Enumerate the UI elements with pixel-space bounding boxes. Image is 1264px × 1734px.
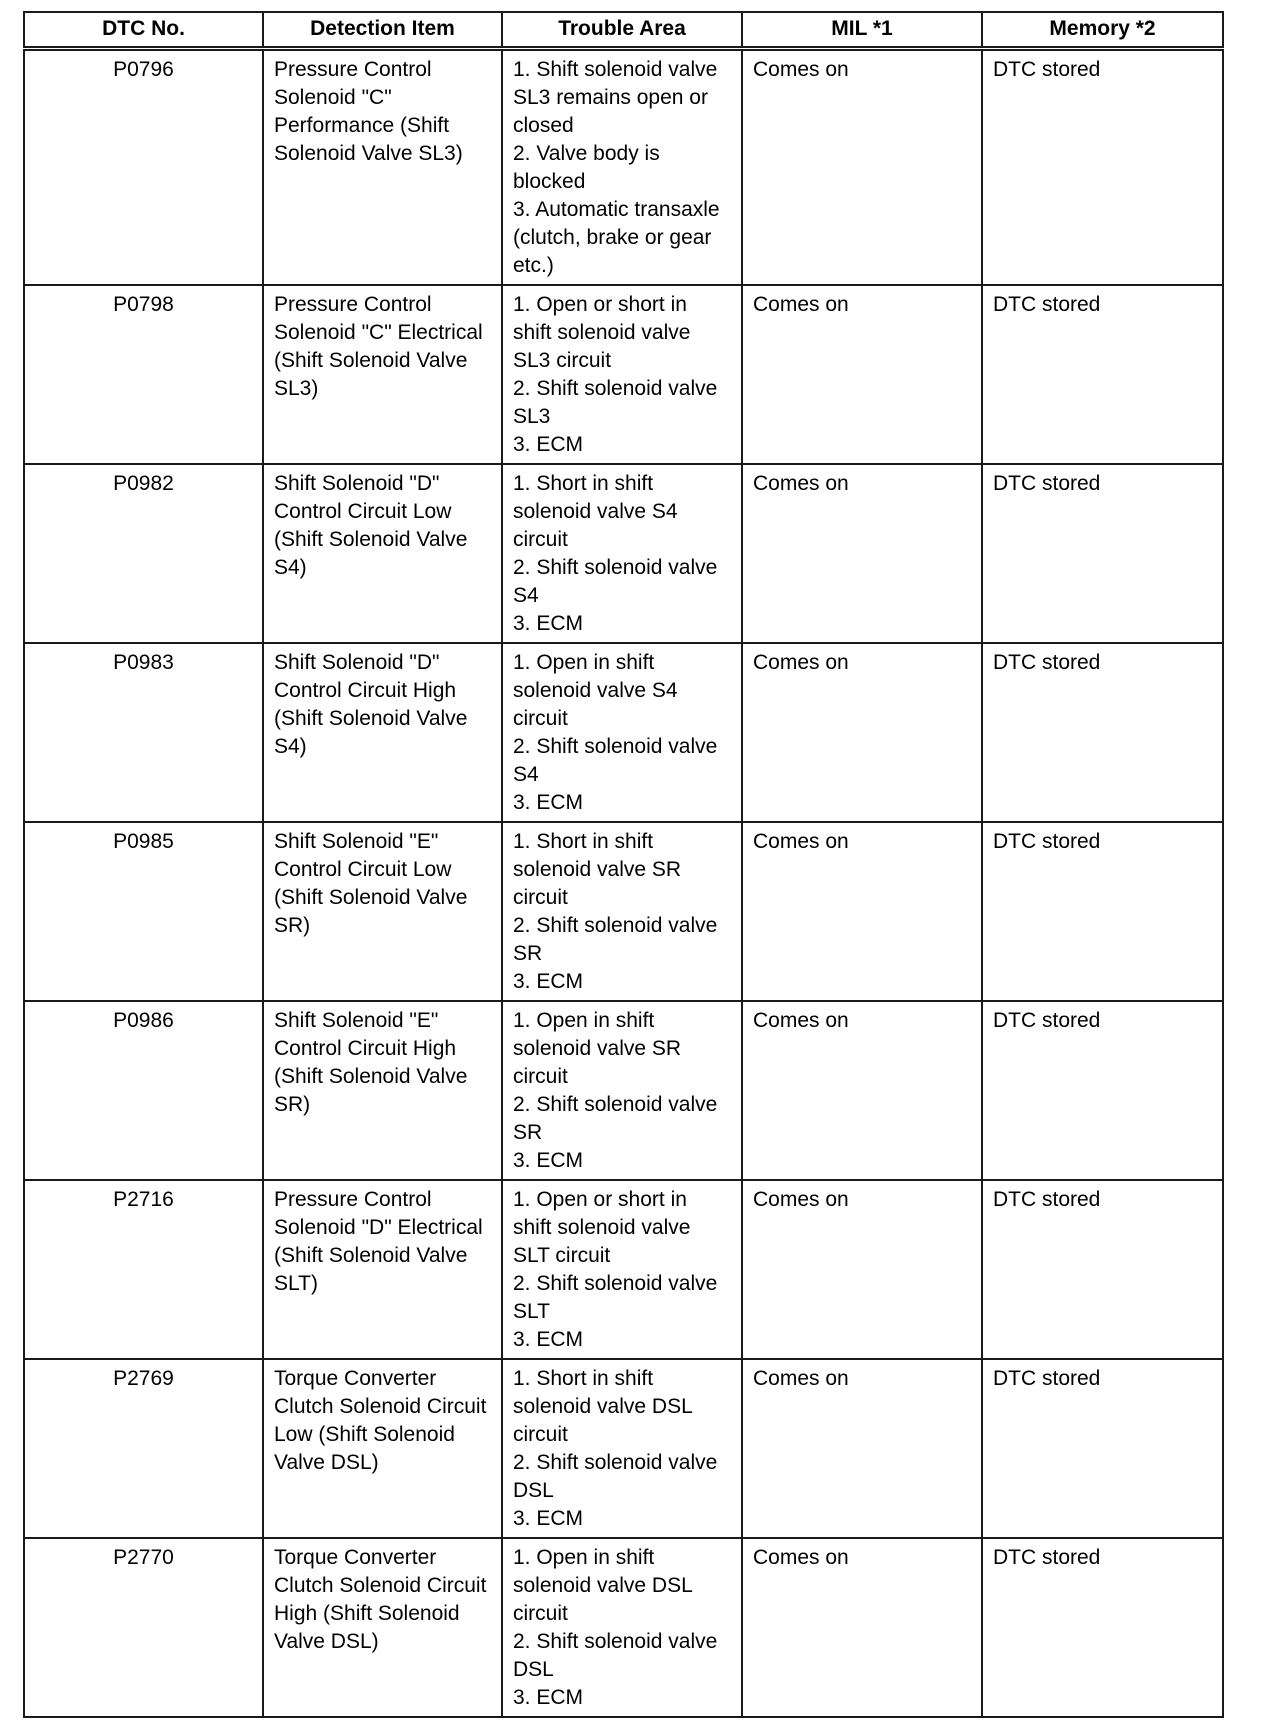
trouble-area-line: 3. ECM — [513, 1149, 584, 1172]
memory-status: DTC stored — [982, 1538, 1223, 1717]
detection-item: Shift Solenoid "E" Control Circuit High (Shift Solenoid Valve SR) — [263, 1001, 502, 1180]
table-row — [24, 1001, 1223, 1180]
header-dtc-no: DTC No. — [24, 12, 263, 49]
mil-status: Comes on — [742, 1001, 982, 1180]
trouble-area-line: 3. ECM — [513, 791, 584, 814]
trouble-area-line: 2. Shift solenoid valve DSL — [513, 1451, 718, 1502]
memory-status: DTC stored — [982, 464, 1223, 643]
trouble-area-line: 3. ECM — [513, 1686, 584, 1709]
detection-item: Torque Converter Clutch Solenoid Circuit High (Shift Solenoid Valve DSL) — [263, 1538, 502, 1717]
header-mil: MIL *1 — [742, 12, 982, 49]
memory-status: DTC stored — [982, 1180, 1223, 1359]
trouble-area-line: 2. Shift solenoid valve DSL — [513, 1630, 718, 1681]
memory-status: DTC stored — [982, 1359, 1223, 1538]
trouble-area — [502, 1001, 742, 1180]
trouble-area-line: 3. ECM — [513, 970, 584, 993]
trouble-area — [502, 822, 742, 1001]
table-row — [24, 49, 1223, 286]
trouble-area — [502, 1180, 742, 1359]
trouble-area — [502, 49, 742, 286]
detection-item: Pressure Control Solenoid "C" Electrical (Shift Solenoid Valve SL3) — [263, 285, 502, 464]
memory-status: DTC stored — [982, 643, 1223, 822]
dtc-code: P0982 — [24, 464, 263, 643]
detection-item: Pressure Control Solenoid "D" Electrical (Shift Solenoid Valve SLT) — [263, 1180, 502, 1359]
detection-item: Shift Solenoid "D" Control Circuit High (Shift Solenoid Valve S4) — [263, 643, 502, 822]
detection-item: Torque Converter Clutch Solenoid Circuit Low (Shift Solenoid Valve DSL) — [263, 1359, 502, 1538]
header-trouble-area: Trouble Area — [502, 12, 742, 49]
trouble-area-line: 2. Valve body is blocked — [513, 142, 660, 193]
trouble-area-line: 1. Open or short in shift solenoid valve SL3 circuit — [513, 293, 691, 372]
dtc-code: P2716 — [24, 1180, 263, 1359]
table-row — [24, 285, 1223, 464]
mil-status: Comes on — [742, 1180, 982, 1359]
trouble-area — [502, 285, 742, 464]
trouble-area-line: 1. Open in shift solenoid valve DSL circuit — [513, 1546, 692, 1625]
trouble-area-line: 2. Shift solenoid valve SL3 — [513, 377, 718, 428]
memory-status: DTC stored — [982, 285, 1223, 464]
dtc-code: P2770 — [24, 1538, 263, 1717]
dtc-table — [23, 11, 1224, 1718]
mil-status: Comes on — [742, 1538, 982, 1717]
trouble-area-line: 1. Open in shift solenoid valve S4 circuit — [513, 651, 678, 730]
memory-status: DTC stored — [982, 1001, 1223, 1180]
dtc-code: P2769 — [24, 1359, 263, 1538]
memory-status: DTC stored — [982, 822, 1223, 1001]
trouble-area-line: 2. Shift solenoid valve SLT — [513, 1272, 718, 1323]
trouble-area-line: 2. Shift solenoid valve S4 — [513, 735, 718, 786]
mil-status: Comes on — [742, 285, 982, 464]
trouble-area — [502, 643, 742, 822]
mil-status: Comes on — [742, 822, 982, 1001]
trouble-area-line: 3. ECM — [513, 1328, 584, 1351]
mil-status: Comes on — [742, 643, 982, 822]
detection-item: Shift Solenoid "D" Control Circuit Low (Shift Solenoid Valve S4) — [263, 464, 502, 643]
mil-status: Comes on — [742, 49, 982, 286]
table-row — [24, 464, 1223, 643]
trouble-area-line: 3. ECM — [513, 612, 584, 635]
dtc-code: P0798 — [24, 285, 263, 464]
trouble-area-line: 2. Shift solenoid valve SR — [513, 914, 718, 965]
table-row — [24, 1180, 1223, 1359]
dtc-code: P0796 — [24, 49, 263, 286]
dtc-code: P0986 — [24, 1001, 263, 1180]
trouble-area-line: 1. Short in shift solenoid valve SR circuit — [513, 830, 682, 909]
trouble-area-line: 3. Automatic transaxle (clutch, brake or gear etc.) — [513, 198, 720, 277]
mil-status: Comes on — [742, 464, 982, 643]
trouble-area-line: 1. Short in shift solenoid valve DSL circuit — [513, 1367, 692, 1446]
table-row — [24, 822, 1223, 1001]
trouble-area-line: 3. ECM — [513, 433, 584, 456]
mil-status: Comes on — [742, 1359, 982, 1538]
memory-status: DTC stored — [982, 49, 1223, 286]
trouble-area-line: 2. Shift solenoid valve S4 — [513, 556, 718, 607]
trouble-area-line: 3. ECM — [513, 1507, 584, 1530]
detection-item: Shift Solenoid "E" Control Circuit Low (Shift Solenoid Valve SR) — [263, 822, 502, 1001]
table-row — [24, 1538, 1223, 1717]
trouble-area — [502, 1359, 742, 1538]
table-row — [24, 1359, 1223, 1538]
trouble-area-line: 2. Shift solenoid valve SR — [513, 1093, 718, 1144]
dtc-code: P0985 — [24, 822, 263, 1001]
dtc-code: P0983 — [24, 643, 263, 822]
detection-item: Pressure Control Solenoid "C" Performance (Shift Solenoid Valve SL3) — [263, 49, 502, 286]
table-header-row — [24, 12, 1223, 49]
header-memory: Memory *2 — [982, 12, 1223, 49]
header-detection-item: Detection Item — [263, 12, 502, 49]
trouble-area-line: 1. Open in shift solenoid valve SR circuit — [513, 1009, 682, 1088]
trouble-area-line: 1. Open or short in shift solenoid valve SLT circuit — [513, 1188, 691, 1267]
trouble-area-line: 1. Shift solenoid valve SL3 remains open or closed — [513, 58, 718, 137]
trouble-area — [502, 1538, 742, 1717]
trouble-area-line: 1. Short in shift solenoid valve S4 circuit — [513, 472, 678, 551]
table-row — [24, 643, 1223, 822]
trouble-area — [502, 464, 742, 643]
